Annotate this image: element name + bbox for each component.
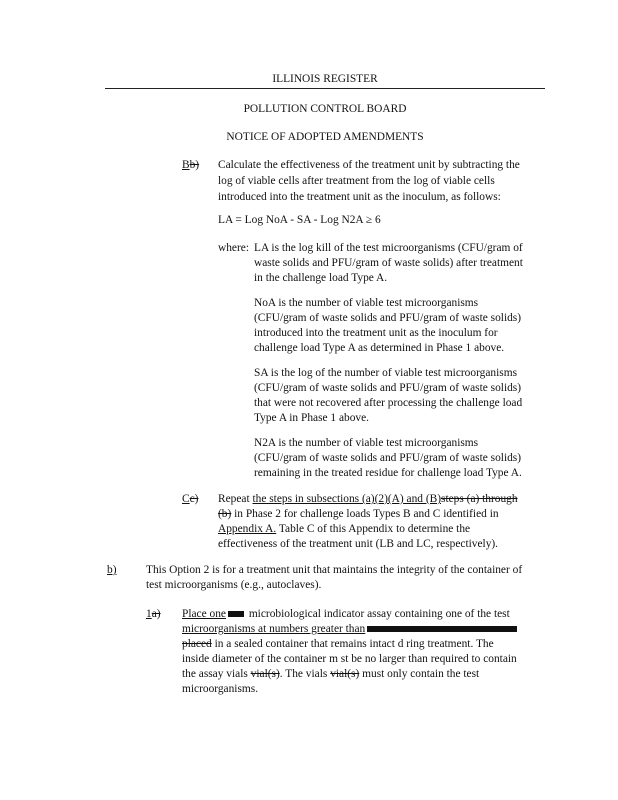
def-LA-line-3: in the challenge load Type A.: [254, 272, 388, 284]
def-SA-line-1: SA is the log of the number of viable test microorganisms: [254, 367, 518, 379]
def-LA-line-1: LA is the log kill of the test microorganisms (CFU/gram of: [254, 242, 523, 254]
item-1-line-6: microorganisms.: [182, 683, 259, 695]
board-title: POLLUTION CONTROL BOARD: [243, 103, 407, 115]
def-NoA-line-3: introduced into the treatment unit as the inoculum for: [254, 327, 498, 339]
redaction-mark: [367, 626, 517, 632]
def-SA-line-2: (CFU/gram of waste solids and PFU/gram of waste solids): [254, 382, 522, 394]
formula: LA = Log NoA - SA - Log N2A ≥ 6: [218, 214, 381, 226]
def-NoA-line-2: (CFU/gram of waste solids and PFU/gram of waste solids): [254, 312, 522, 324]
item-1-line-5: the assay vials vial(s). The vials vial(s) must only contain the test: [182, 668, 480, 680]
item-1-line-3: placed in a sealed container that remains intact d ring treatment. The: [182, 638, 494, 650]
where-label: where:: [218, 242, 249, 254]
item-C-line-1: Repeat the steps in subsections (a)(2)(A) and (B)steps (a) through: [218, 493, 518, 505]
def-N2A-line-2: (CFU/gram of waste solids and PFU/gram of waste solids): [254, 452, 522, 464]
item-b-line-1: This Option 2 is for a treatment unit that maintains the integrity of the container of: [146, 564, 523, 576]
item-B-line-2: log of viable cells after treatment from the log of viable cells: [218, 175, 495, 187]
item-B-line-1: Calculate the effectiveness of the treatment unit by subtracting the: [218, 159, 520, 171]
def-N2A-line-3: remaining in the treated residue for challenge load Type A.: [254, 467, 522, 479]
item-B-label: Bb): [182, 159, 200, 171]
notice-title: NOTICE OF ADOPTED AMENDMENTS: [226, 131, 424, 143]
def-NoA-line-1: NoA is the number of viable test microorganisms: [254, 297, 479, 309]
item-B-line-3: introduced into the treatment unit as the inoculum, as follows:: [218, 191, 501, 203]
item-C-line-3: Appendix A. Table C of this Appendix to determine the: [218, 523, 471, 535]
def-LA-line-2: waste solids and PFU/gram of waste solids) after treatment: [254, 257, 523, 269]
def-N2A-line-1: N2A is the number of viable test microorganisms: [254, 437, 479, 449]
item-C-label: Cc): [182, 493, 199, 505]
item-b-label: b): [107, 564, 117, 576]
def-SA-line-4: Type A in Phase 1 above.: [254, 412, 369, 424]
item-1-line-1: Place one microbiological indicator assay containing one of the test: [182, 608, 510, 620]
item-C-line-2: (b) in Phase 2 for challenge loads Types B and C identified in: [218, 508, 499, 520]
def-NoA-line-4: challenge load Type A as determined in Phase 1 above.: [254, 342, 505, 354]
def-SA-line-3: that were not recovered after processing the challenge load: [254, 397, 523, 409]
item-b-line-2: test microorganisms (e.g., autoclaves).: [146, 579, 322, 591]
item-1-label: 1a): [146, 608, 161, 620]
item-C-line-4: effectiveness of the treatment unit (LB and LC, respectively).: [218, 538, 499, 550]
item-1-line-2: microorganisms at numbers greater than: [182, 622, 519, 637]
redaction-mark: [228, 611, 244, 617]
item-1-line-4: inside diameter of the container m st be no larger than required to contain: [182, 653, 517, 665]
register-header: ILLINOIS REGISTER: [272, 73, 378, 85]
header-rule: [105, 88, 545, 89]
